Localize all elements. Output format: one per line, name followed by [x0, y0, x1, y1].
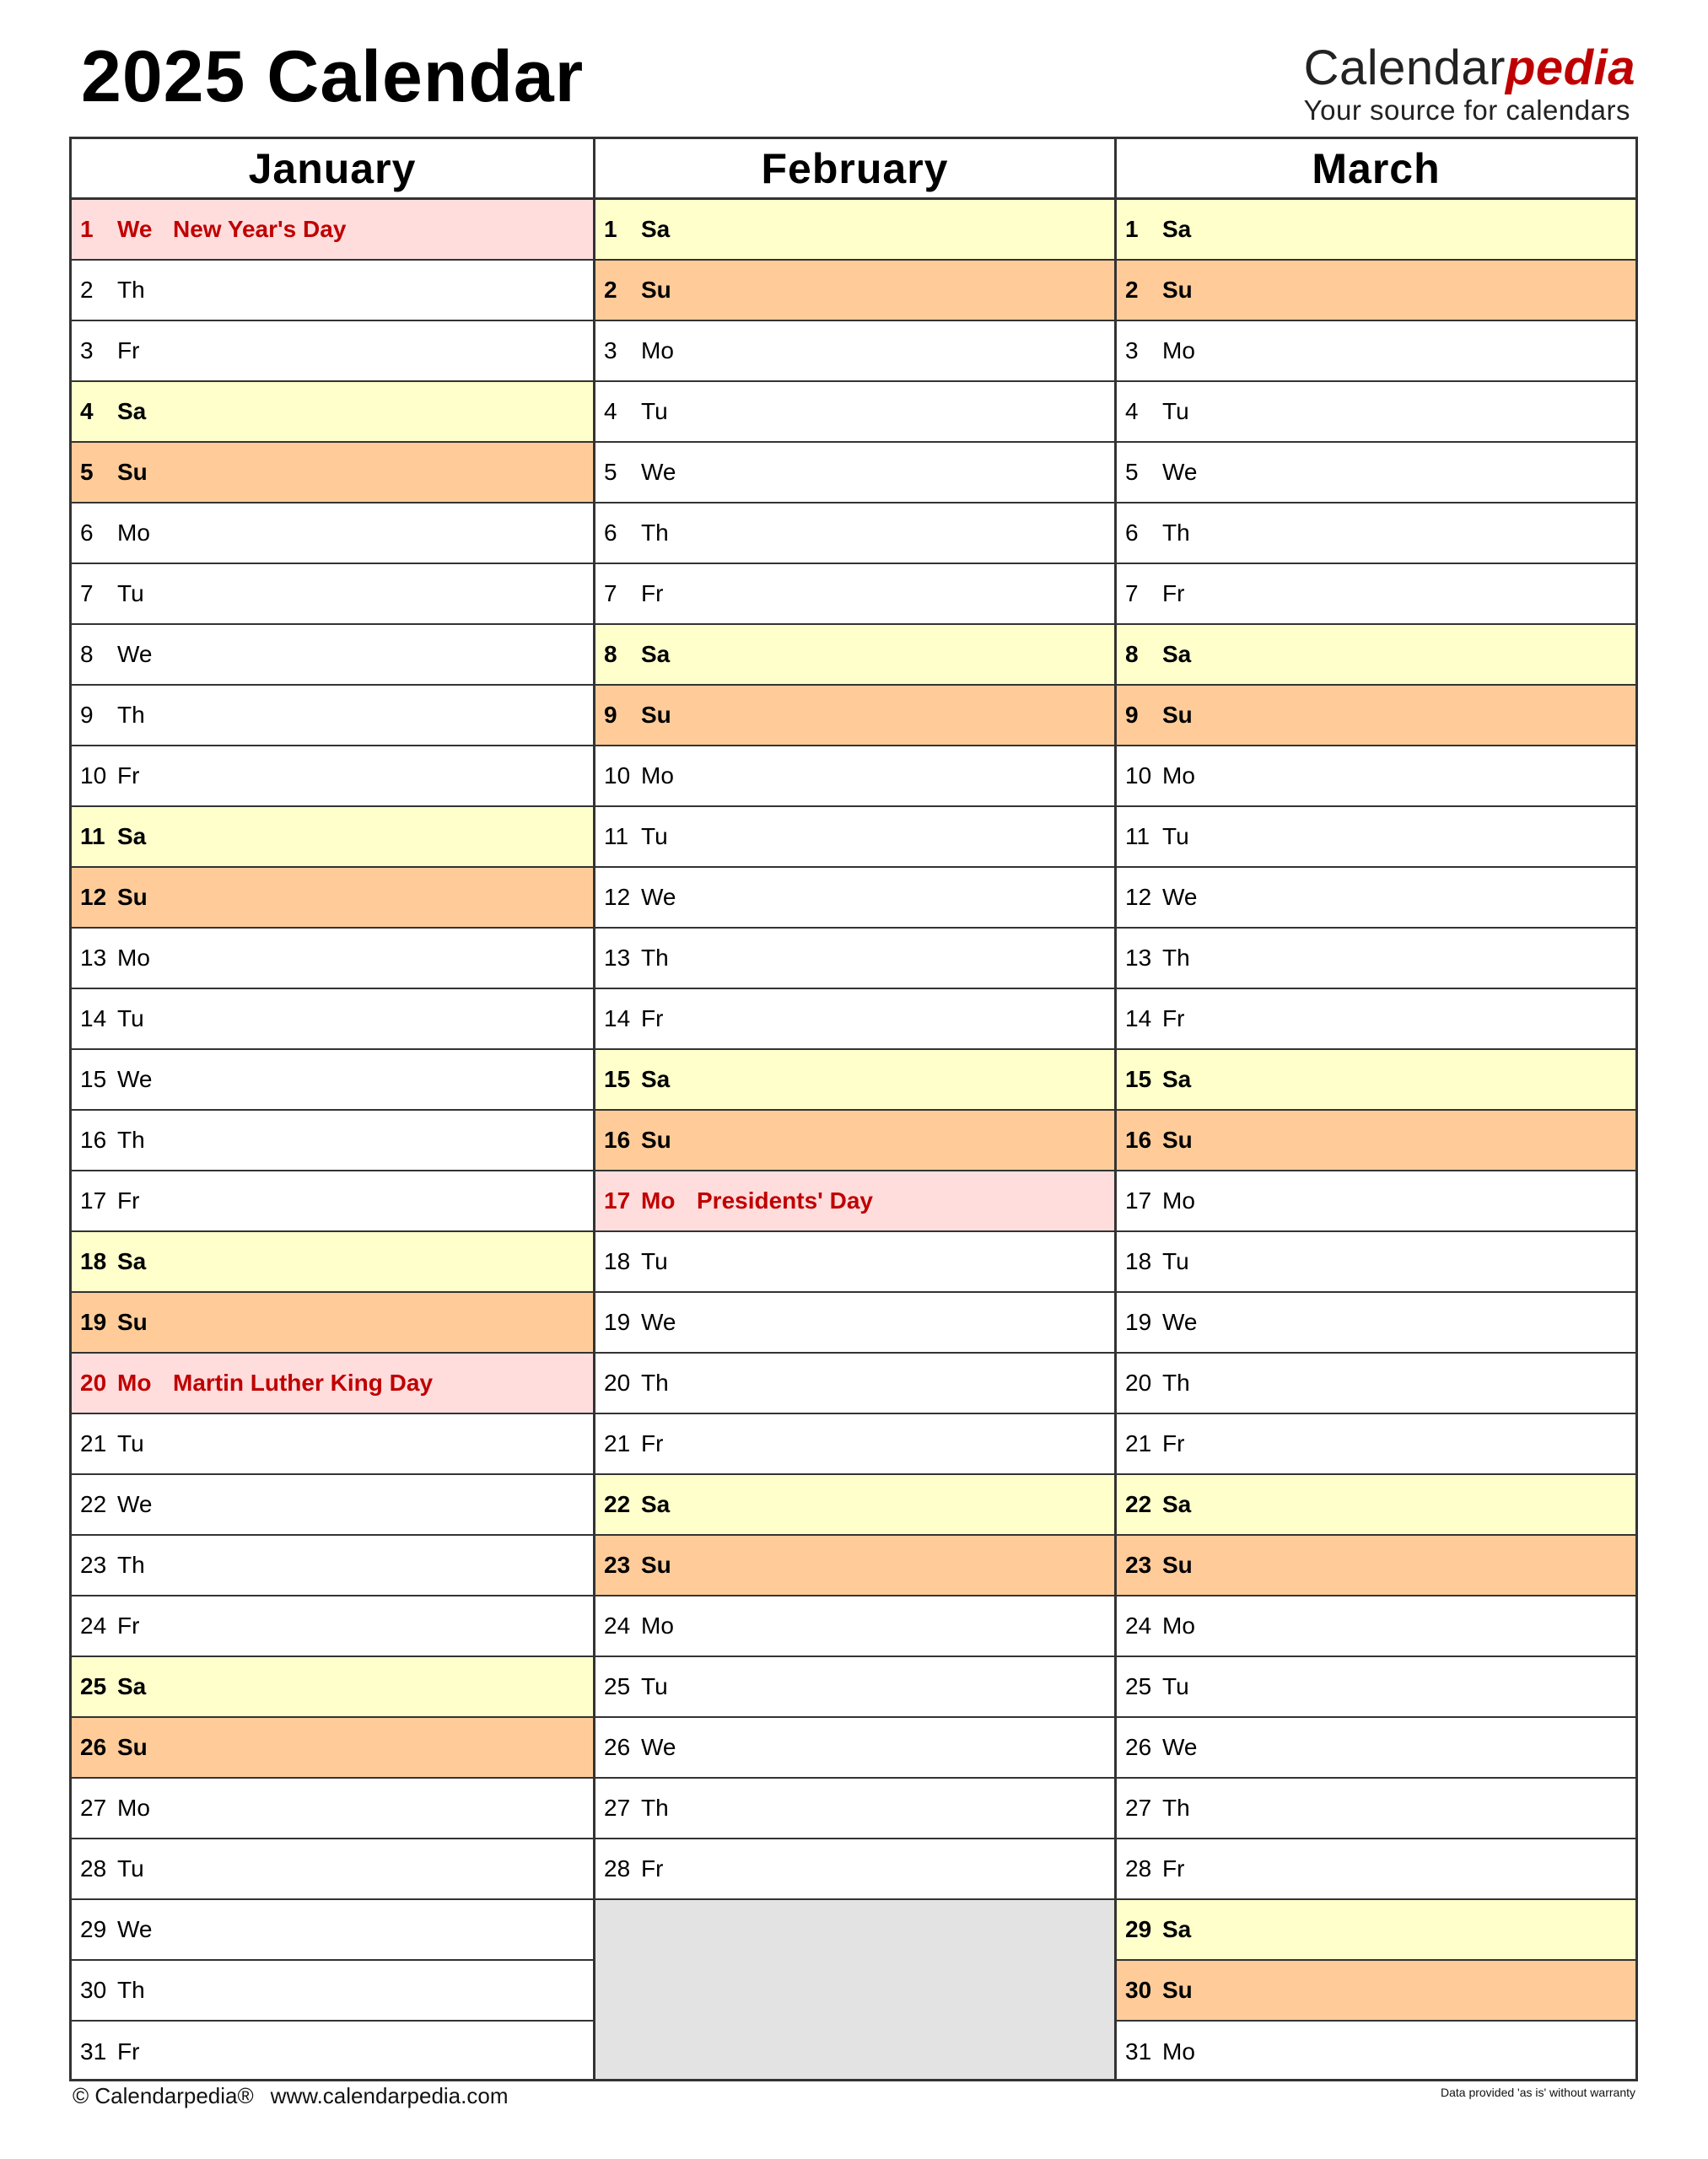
weekday: Tu	[641, 1248, 668, 1274]
day-row[interactable]	[595, 321, 1114, 382]
day-number: 21	[604, 1430, 631, 1456]
brand-name-part2: pedia	[1506, 40, 1635, 95]
weekday: Mo	[117, 945, 150, 971]
day-row[interactable]	[1117, 1657, 1635, 1718]
weekday: Tu	[117, 1430, 144, 1456]
day-row[interactable]	[595, 1718, 1114, 1779]
weekday: Mo	[641, 337, 674, 363]
day-row[interactable]	[1117, 1839, 1635, 1900]
day-number: 13	[80, 945, 107, 971]
day-row[interactable]	[1117, 1354, 1635, 1414]
day-row[interactable]	[595, 1111, 1114, 1171]
day-number: 9	[1125, 702, 1139, 728]
day-number: 13	[604, 945, 631, 971]
day-row[interactable]	[1117, 1718, 1635, 1779]
weekday: Tu	[117, 580, 144, 606]
day-row[interactable]	[72, 807, 593, 868]
weekday: Su	[1162, 277, 1193, 303]
weekday: Mo	[1162, 2038, 1195, 2065]
day-row[interactable]	[72, 1050, 593, 1111]
day-row[interactable]	[595, 1414, 1114, 1475]
day-row[interactable]	[1117, 1596, 1635, 1657]
day-number: 26	[604, 1734, 631, 1760]
brand-name	[1303, 40, 1635, 95]
weekday: Su	[117, 459, 148, 485]
weekday: Th	[117, 277, 145, 303]
weekday: Tu	[1162, 1673, 1189, 1699]
day-number: 21	[1125, 1430, 1152, 1456]
day-list	[595, 200, 1114, 2079]
day-number: 12	[604, 884, 631, 910]
day-number: 5	[604, 459, 617, 485]
weekday: Fr	[1162, 1005, 1185, 1031]
day-number: 9	[80, 702, 94, 728]
weekday: We	[1162, 1309, 1198, 1335]
day-number: 20	[80, 1370, 107, 1396]
day-number: 7	[80, 580, 94, 606]
day-number: 4	[80, 398, 94, 424]
day-row[interactable]	[1117, 2022, 1635, 2082]
weekday: Sa	[1162, 216, 1192, 242]
weekday: Mo	[117, 1370, 152, 1396]
day-number: 16	[1125, 1127, 1152, 1153]
day-number: 27	[80, 1795, 107, 1821]
day-number: 4	[1125, 398, 1139, 424]
day-number: 24	[1125, 1613, 1152, 1639]
weekday: Sa	[641, 216, 671, 242]
weekday: Th	[1162, 1795, 1190, 1821]
day-number: 25	[1125, 1673, 1152, 1699]
day-number: 14	[80, 1005, 107, 1031]
day-number: 7	[604, 580, 617, 606]
weekday: Sa	[1162, 1066, 1192, 1092]
day-number: 24	[80, 1613, 107, 1639]
month-header: February	[595, 139, 1114, 200]
day-row[interactable]	[595, 443, 1114, 503]
day-number: 25	[80, 1673, 107, 1699]
weekday: We	[1162, 884, 1198, 910]
weekday: Fr	[641, 580, 664, 606]
day-number: 31	[1125, 2038, 1152, 2065]
weekday: Th	[1162, 520, 1190, 546]
day-row[interactable]	[595, 1293, 1114, 1354]
brand-name-part1: Calendar	[1303, 40, 1506, 95]
day-row[interactable]	[1117, 443, 1635, 503]
day-number: 20	[604, 1370, 631, 1396]
day-number: 26	[1125, 1734, 1152, 1760]
weekday: Fr	[641, 1005, 664, 1031]
day-number: 3	[1125, 337, 1139, 363]
day-number: 22	[604, 1491, 631, 1517]
day-row[interactable]	[1117, 1293, 1635, 1354]
day-number: 29	[1125, 1916, 1152, 1942]
weekday: Fr	[1162, 1430, 1185, 1456]
day-number: 8	[80, 641, 94, 667]
day-number: 23	[80, 1552, 107, 1578]
day-number: 2	[604, 277, 617, 303]
day-row[interactable]	[72, 1111, 593, 1171]
weekday: Tu	[641, 823, 668, 849]
day-row[interactable]	[1117, 1536, 1635, 1596]
day-number: 12	[1125, 884, 1152, 910]
day-row[interactable]	[72, 625, 593, 686]
weekday: Sa	[641, 1491, 671, 1517]
day-number: 17	[80, 1187, 107, 1214]
weekday: Mo	[1162, 762, 1195, 789]
day-number: 19	[1125, 1309, 1152, 1335]
month-header: March	[1117, 139, 1635, 200]
footer-website-link[interactable]: www.calendarpedia.com	[270, 2083, 509, 2108]
weekday: We	[1162, 1734, 1198, 1760]
weekday: Th	[641, 1370, 669, 1396]
weekday: Fr	[117, 1187, 140, 1214]
weekday: Th	[117, 1127, 145, 1153]
day-number: 2	[1125, 277, 1139, 303]
footer-disclaimer: Data provided 'as is' without warranty	[1440, 2086, 1635, 2099]
weekday: We	[117, 641, 153, 667]
weekday: Mo	[641, 762, 674, 789]
day-row[interactable]	[72, 929, 593, 989]
brand-logo[interactable]	[1303, 40, 1635, 126]
weekday: Fr	[117, 2038, 140, 2065]
day-row[interactable]	[72, 1839, 593, 1900]
month-header: January	[72, 139, 593, 200]
day-number: 20	[1125, 1370, 1152, 1396]
day-row[interactable]	[72, 1657, 593, 1718]
day-row[interactable]	[72, 443, 593, 503]
day-number: 30	[80, 1977, 107, 2003]
weekday: Mo	[1162, 1187, 1195, 1214]
weekday: Tu	[1162, 823, 1189, 849]
day-row[interactable]	[595, 382, 1114, 443]
day-number: 10	[1125, 762, 1152, 789]
month-column-january	[72, 139, 593, 2079]
weekday: Tu	[641, 398, 668, 424]
day-row[interactable]	[1117, 929, 1635, 989]
weekday: Tu	[117, 1855, 144, 1882]
day-row[interactable]	[1117, 807, 1635, 868]
day-number: 1	[80, 216, 94, 242]
day-row[interactable]	[595, 1475, 1114, 1536]
day-number: 30	[1125, 1977, 1152, 2003]
weekday: Sa	[641, 641, 671, 667]
day-number: 5	[80, 459, 94, 485]
weekday: Sa	[117, 1673, 147, 1699]
day-row[interactable]	[72, 1171, 593, 1232]
day-row[interactable]	[595, 1657, 1114, 1718]
day-row[interactable]	[595, 807, 1114, 868]
day-row[interactable]	[72, 1779, 593, 1839]
day-number: 7	[1125, 580, 1139, 606]
weekday: Mo	[1162, 337, 1195, 363]
day-number: 18	[80, 1248, 107, 1274]
weekday: Tu	[117, 1005, 144, 1031]
day-row[interactable]	[72, 868, 593, 929]
day-number: 22	[1125, 1491, 1152, 1517]
weekday: Sa	[117, 1248, 147, 1274]
day-number: 13	[1125, 945, 1152, 971]
weekday: We	[117, 216, 153, 242]
day-row[interactable]	[1117, 200, 1635, 261]
weekday: We	[641, 884, 676, 910]
weekday: Mo	[641, 1187, 676, 1214]
day-list	[72, 200, 593, 2079]
weekday: We	[1162, 459, 1198, 485]
day-number: 10	[80, 762, 107, 789]
weekday: Su	[641, 1127, 671, 1153]
day-row[interactable]	[595, 989, 1114, 1050]
day-row[interactable]	[595, 261, 1114, 321]
day-row[interactable]	[72, 2022, 593, 2082]
weekday: Th	[641, 945, 669, 971]
brand-tagline: Your source for calendars	[1303, 94, 1630, 126]
day-list	[1117, 200, 1635, 2079]
day-row[interactable]	[1117, 261, 1635, 321]
weekday: Fr	[117, 337, 140, 363]
day-number: 12	[80, 884, 107, 910]
day-row[interactable]	[1117, 1961, 1635, 2022]
day-number: 17	[604, 1187, 631, 1214]
weekday: Sa	[641, 1066, 671, 1092]
day-number: 8	[604, 641, 617, 667]
weekday: Th	[641, 1795, 669, 1821]
day-number: 15	[80, 1066, 107, 1092]
day-row[interactable]	[72, 261, 593, 321]
day-number: 16	[604, 1127, 631, 1153]
weekday: Th	[117, 1977, 145, 2003]
day-row[interactable]	[595, 1596, 1114, 1657]
weekday: Mo	[117, 520, 150, 546]
day-row[interactable]	[1117, 1232, 1635, 1293]
day-number: 14	[1125, 1005, 1152, 1031]
day-row[interactable]	[1117, 1475, 1635, 1536]
day-row[interactable]	[1117, 686, 1635, 746]
weekday: Th	[117, 1552, 145, 1578]
day-row[interactable]	[1117, 868, 1635, 929]
day-row[interactable]	[595, 1354, 1114, 1414]
day-number: 5	[1125, 459, 1139, 485]
weekday: Tu	[1162, 398, 1189, 424]
day-row[interactable]	[595, 746, 1114, 807]
day-row[interactable]	[595, 1536, 1114, 1596]
weekday: We	[641, 1309, 676, 1335]
weekday: Mo	[117, 1795, 150, 1821]
weekday: Th	[117, 702, 145, 728]
day-number: 4	[604, 398, 617, 424]
day-row[interactable]	[1117, 564, 1635, 625]
weekday: Fr	[117, 1613, 140, 1639]
weekday: Sa	[117, 823, 147, 849]
day-number: 6	[80, 520, 94, 546]
footer-left	[73, 2083, 508, 2109]
day-number: 3	[80, 337, 94, 363]
day-row[interactable]	[595, 625, 1114, 686]
day-row[interactable]	[595, 929, 1114, 989]
month-column-february	[593, 139, 1114, 2079]
weekday: Su	[1162, 1127, 1193, 1153]
day-number: 22	[80, 1491, 107, 1517]
day-row[interactable]	[1117, 1171, 1635, 1232]
day-number: 23	[1125, 1552, 1152, 1578]
day-row[interactable]	[1117, 503, 1635, 564]
day-number: 27	[604, 1795, 631, 1821]
day-number: 10	[604, 762, 631, 789]
day-row[interactable]	[1117, 1900, 1635, 1961]
day-row[interactable]	[72, 1718, 593, 1779]
page-title: 2025 Calendar	[81, 36, 585, 117]
day-number: 15	[1125, 1066, 1152, 1092]
weekday: Tu	[1162, 1248, 1189, 1274]
weekday: Sa	[1162, 641, 1192, 667]
day-row[interactable]	[72, 989, 593, 1050]
day-number: 2	[80, 277, 94, 303]
day-row[interactable]	[72, 1961, 593, 2022]
day-number: 8	[1125, 641, 1139, 667]
weekday: Su	[117, 1309, 148, 1335]
day-number: 11	[604, 823, 629, 849]
weekday: Fr	[117, 762, 140, 789]
day-number: 21	[80, 1430, 107, 1456]
weekday: Su	[641, 1552, 671, 1578]
weekday: Su	[641, 277, 671, 303]
day-row[interactable]	[595, 564, 1114, 625]
day-row[interactable]	[595, 200, 1114, 261]
day-number: 11	[1125, 823, 1150, 849]
day-row[interactable]	[1117, 746, 1635, 807]
weekday: Sa	[117, 398, 147, 424]
day-row[interactable]	[595, 1171, 1114, 1232]
weekday: Sa	[1162, 1491, 1192, 1517]
day-number: 23	[604, 1552, 631, 1578]
day-row[interactable]	[1117, 1414, 1635, 1475]
day-row[interactable]	[72, 1596, 593, 1657]
day-row[interactable]	[595, 1779, 1114, 1839]
day-row[interactable]	[595, 1839, 1114, 1900]
day-number: 1	[604, 216, 617, 242]
day-number: 28	[604, 1855, 631, 1882]
day-number: 16	[80, 1127, 107, 1153]
weekday: Su	[117, 884, 148, 910]
weekday: Th	[1162, 1370, 1190, 1396]
weekday: Su	[117, 1734, 148, 1760]
day-number: 9	[604, 702, 617, 728]
day-row[interactable]	[1117, 321, 1635, 382]
day-row[interactable]	[72, 321, 593, 382]
day-row[interactable]	[595, 1050, 1114, 1111]
weekday: Mo	[641, 1613, 674, 1639]
weekday: Su	[1162, 1552, 1193, 1578]
day-number: 28	[80, 1855, 107, 1882]
day-number: 26	[80, 1734, 107, 1760]
weekday: We	[117, 1491, 153, 1517]
weekday: We	[117, 1916, 153, 1942]
day-number: 6	[604, 520, 617, 546]
holiday-label: New Year's Day	[173, 216, 347, 242]
day-row[interactable]	[72, 200, 593, 261]
day-row[interactable]	[72, 564, 593, 625]
day-number: 25	[604, 1673, 631, 1699]
weekday: Fr	[641, 1430, 664, 1456]
day-number: 19	[604, 1309, 631, 1335]
day-row[interactable]	[72, 686, 593, 746]
day-number: 3	[604, 337, 617, 363]
weekday: Tu	[641, 1673, 668, 1699]
day-number: 28	[1125, 1855, 1152, 1882]
day-row[interactable]	[72, 1536, 593, 1596]
weekday: We	[641, 1734, 676, 1760]
day-number: 17	[1125, 1187, 1152, 1214]
day-number: 18	[1125, 1248, 1152, 1274]
day-row[interactable]	[1117, 989, 1635, 1050]
day-number: 29	[80, 1916, 107, 1942]
day-row[interactable]	[72, 382, 593, 443]
day-row[interactable]	[72, 503, 593, 564]
day-row[interactable]	[1117, 1050, 1635, 1111]
day-row[interactable]	[595, 1232, 1114, 1293]
day-row[interactable]	[72, 1414, 593, 1475]
day-row[interactable]	[595, 503, 1114, 564]
day-number: 15	[604, 1066, 631, 1092]
day-number: 19	[80, 1309, 107, 1335]
weekday: Su	[1162, 1977, 1193, 2003]
day-number: 1	[1125, 216, 1139, 242]
day-row[interactable]	[1117, 382, 1635, 443]
day-row[interactable]	[72, 746, 593, 807]
calendar-grid	[69, 137, 1638, 2081]
holiday-label: Presidents' Day	[697, 1187, 873, 1214]
weekday: Th	[641, 520, 669, 546]
footer-copyright: © Calendarpedia®	[73, 2083, 254, 2108]
holiday-label: Martin Luther King Day	[173, 1370, 434, 1396]
empty-days-filler	[595, 1900, 1114, 2079]
weekday: Fr	[1162, 1855, 1185, 1882]
weekday: Fr	[641, 1855, 664, 1882]
weekday: Su	[641, 702, 671, 728]
weekday: We	[117, 1066, 153, 1092]
day-row[interactable]	[1117, 625, 1635, 686]
month-column-march	[1114, 139, 1635, 2079]
day-row[interactable]	[72, 1900, 593, 1961]
day-number: 18	[604, 1248, 631, 1274]
day-number: 27	[1125, 1795, 1152, 1821]
day-row[interactable]	[595, 686, 1114, 746]
weekday: We	[641, 459, 676, 485]
weekday: Su	[1162, 702, 1193, 728]
day-row[interactable]	[72, 1475, 593, 1536]
day-number: 24	[604, 1613, 631, 1639]
day-number: 31	[80, 2038, 107, 2065]
weekday: Sa	[1162, 1916, 1192, 1942]
day-number: 6	[1125, 520, 1139, 546]
weekday: Th	[1162, 945, 1190, 971]
day-row[interactable]	[72, 1232, 593, 1293]
day-row[interactable]	[595, 868, 1114, 929]
weekday: Mo	[1162, 1613, 1195, 1639]
day-row[interactable]	[1117, 1779, 1635, 1839]
day-number: 11	[80, 823, 105, 849]
day-number: 14	[604, 1005, 631, 1031]
day-row[interactable]	[72, 1293, 593, 1354]
day-row[interactable]	[1117, 1111, 1635, 1171]
weekday: Fr	[1162, 580, 1185, 606]
day-row[interactable]	[72, 1354, 593, 1414]
